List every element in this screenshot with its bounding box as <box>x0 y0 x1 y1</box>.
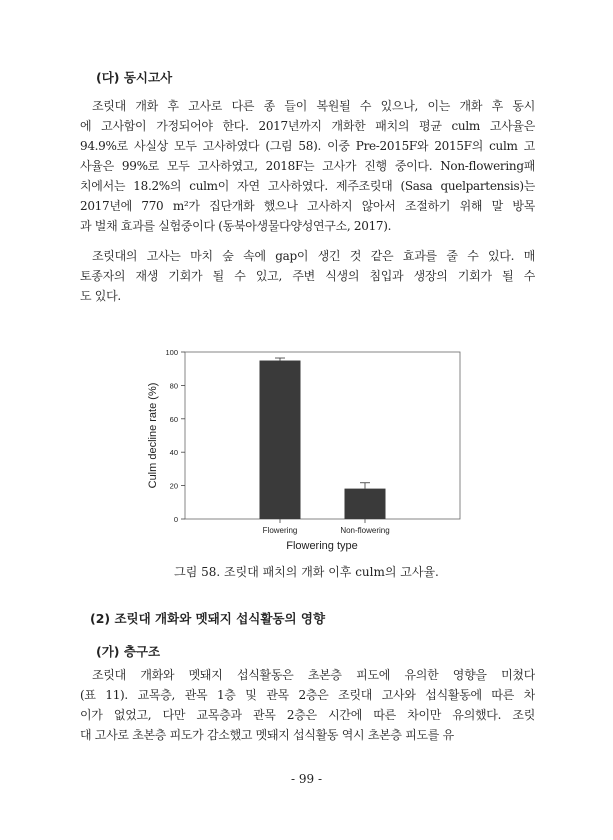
culm-decline-chart <box>140 340 480 560</box>
section-heading-da: (다) 동시고사 <box>96 70 173 85</box>
text-line: 에 고사함이 가정되어야 한다. 2017년까지 개화한 패치의 평균 culm 고사율은 <box>80 119 535 133</box>
y-tick-label: 80 <box>169 381 178 391</box>
y-axis-label: Culm decline rate (%) <box>147 382 159 489</box>
text-line: 2017년에 770 m²가 집단개화 했으나 고사하지 않아서 조절하기 위해 말 방목 <box>80 199 535 213</box>
text-line: 과 벌채 효과를 실험중이다 (동북아생물다양성연구소, 2017). <box>80 219 392 233</box>
text-line: 대 고사로 초본층 피도가 감소했고 멧돼지 섭식활동 역시 초본층 피도를 유 <box>80 728 454 742</box>
text-line: 조릿대 개화 후 고사로 다른 종 들이 복원될 수 있으나, 이는 개화 후 동시 <box>92 99 535 113</box>
paragraph-flowering-decline <box>80 96 535 236</box>
paragraph-layer-structure <box>80 665 535 745</box>
text-line: 이가 없었고, 다만 교목층과 관목 2층은 시간에 따른 차이만 유의했다. 조릿 <box>80 708 535 722</box>
y-tick-label: 20 <box>169 481 178 491</box>
plot-frame <box>185 352 460 519</box>
text-line: 토종자의 재생 기회가 될 수 있고, 주변 식생의 침입과 생장의 기회가 될 수 <box>80 269 535 283</box>
text-line: 도 있다. <box>80 289 121 303</box>
paragraph-gap-effect <box>80 246 535 306</box>
page-number: - 99 - <box>290 772 322 786</box>
text-line: 조릿대의 고사는 마치 숲 속에 gap이 생긴 것 같은 효과를 줄 수 있다. 매 <box>92 249 535 263</box>
text-line: 사율은 99%로 모두 고사하였고, 2018F는 고사가 진행 중이다. Non-flowering패 <box>80 159 535 173</box>
y-tick-label: 40 <box>169 448 178 458</box>
section-heading-ga: (가) 층구조 <box>96 644 161 659</box>
bar <box>260 361 301 519</box>
x-tick-label: Flowering <box>262 526 298 535</box>
x-axis-label: Flowering type <box>286 540 358 552</box>
section-heading-2: (2) 조릿대 개화와 멧돼지 섭식활동의 영향 <box>90 611 326 626</box>
text-line: 조릿대 개화와 멧돼지 섭식활동은 초본층 피도에 유의한 영향을 미쳤다 <box>92 668 535 682</box>
text-line: 치에서는 18.2%의 culm이 자연 고사하였다. 제주조릿대 (Sasa quelpartensis)는 <box>80 179 535 193</box>
figure-caption: 그림 58. 조릿대 패치의 개화 이후 culm의 고사율. <box>174 565 439 579</box>
bar <box>345 489 386 519</box>
y-tick-label: 0 <box>173 515 178 524</box>
text-line: (표 11). 교목층, 관목 1층 및 관목 2층은 조릿대 고사와 섭식활동에 따른 차 <box>80 688 535 702</box>
text-line: 94.9%로 사실상 모두 고사하였다 (그림 58). 이중 Pre-2015F와 2015F의 culm 고 <box>80 139 535 153</box>
y-tick-label: 60 <box>169 414 178 424</box>
x-tick-label: Non-flowering <box>340 526 390 535</box>
y-tick-label: 100 <box>165 348 178 357</box>
